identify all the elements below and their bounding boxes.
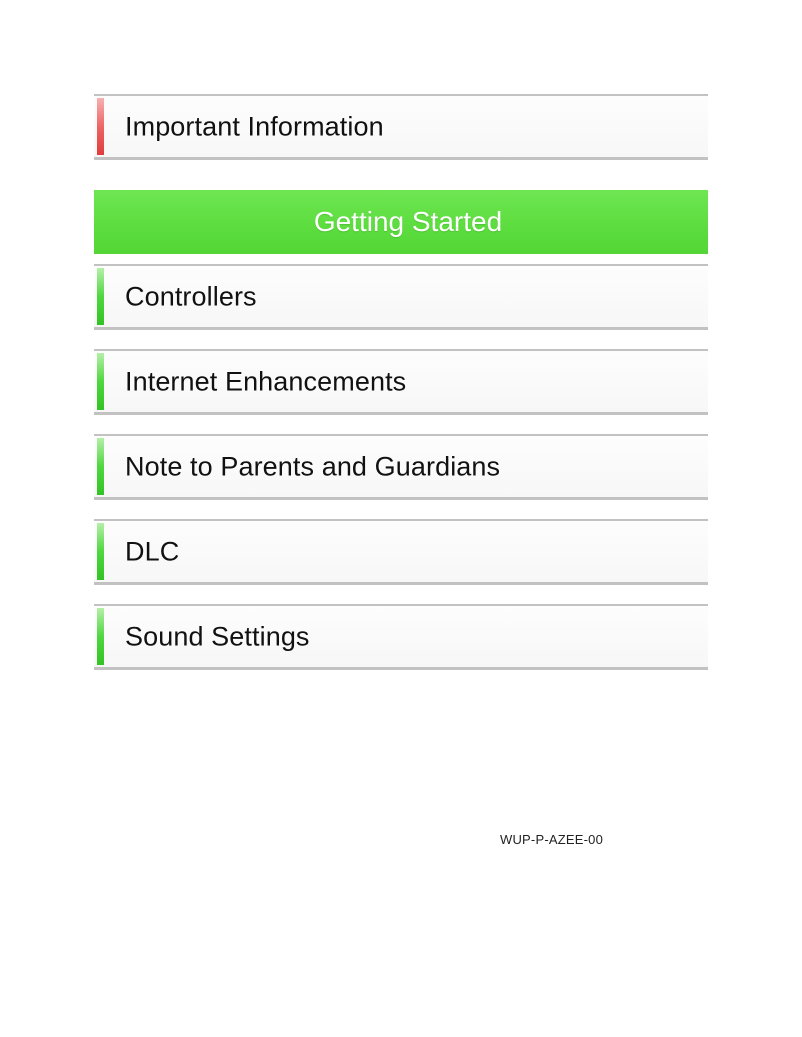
menu-item-label: DLC [125, 536, 180, 566]
document-code: WUP-P-AZEE-00 [500, 832, 604, 847]
menu-item-controllers[interactable] [94, 264, 708, 330]
menu-item-sound-settings[interactable] [94, 604, 708, 670]
section-header-label: Getting Started [313, 206, 503, 237]
menu-item-dlc[interactable] [94, 519, 708, 585]
green-accent-bar [97, 353, 104, 410]
menu-item-label: Internet Enhancements [125, 366, 407, 396]
green-accent-bar [97, 268, 104, 325]
menu-item-note-to-parents[interactable] [94, 434, 708, 500]
menu-item-internet-enhancements[interactable] [94, 349, 708, 415]
menu-item-label: Important Information [125, 111, 384, 141]
green-accent-bar [97, 608, 104, 665]
menu-item-important-information[interactable] [94, 94, 708, 160]
section-header-getting-started [94, 190, 708, 254]
menu-item-label: Sound Settings [125, 621, 310, 651]
red-accent-bar [97, 98, 104, 155]
green-accent-bar [97, 523, 104, 580]
menu-item-label: Note to Parents and Guardians [125, 451, 501, 481]
menu-item-label: Controllers [125, 281, 257, 311]
green-accent-bar [97, 438, 104, 495]
